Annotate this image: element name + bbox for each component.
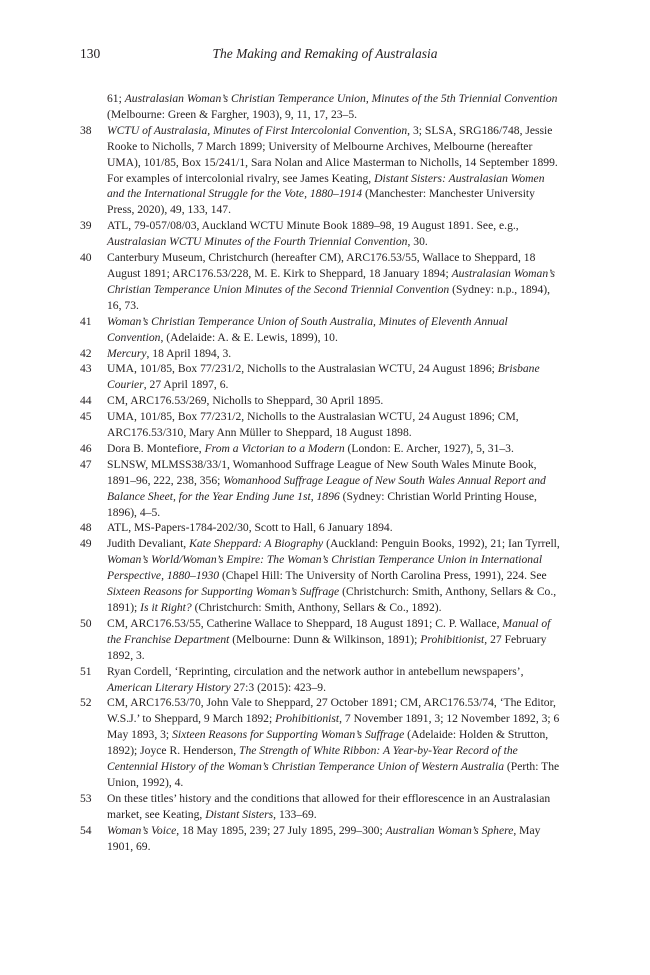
endnote-title-text: Distant Sisters: Australasian Women and the International Struggle for the Vote, 1880–1914 (107, 171, 545, 201)
endnote-text: CM, ARC176.53/269, Nicholls to Sheppard, 30 April 1895. (107, 394, 384, 408)
endnote (80, 536, 560, 616)
endnote-text: , 3; SLSA, SRG186/748, Jessie Rooke to Nicholls, 7 March 1899; University of Melbourne Archives, Melbourne (hereafter UMA), 101/85, Box 15/241/1, Sara Nolan and Alice Masterman to Nicholls, 14 September 1899. For examples of intercolonial rivalry, see James Keating, (107, 123, 558, 185)
endnote-number: 40 (80, 251, 92, 265)
endnote-text: Judith Devaliant, (107, 537, 190, 551)
endnote-text: (Christchurch: Smith, Anthony, Sellars & Co., 1892). (191, 601, 442, 614)
endnote-text: Canterbury Museum, Christchurch (hereafter CM), ARC176.53/55, Wallace to Sheppard, 18 August 1891; ARC176.53/228, M. E. Kirk to Sheppard, 18 January 1894; (107, 251, 536, 280)
endnote-number: 43 (80, 362, 92, 376)
endnote (80, 520, 560, 536)
endnote-title-text: From a Victorian to a Modern (204, 441, 345, 455)
endnote-number: 44 (80, 394, 92, 408)
endnote-text: (Melbourne: Dunn & Wilkinson, 1891); (229, 632, 421, 646)
endnote-number: 45 (80, 410, 92, 424)
endnote-text: On these titles’ history and the conditions that allowed for their efflorescence in an Australasian market, see Keating, (107, 791, 551, 821)
endnote-number: 38 (80, 123, 92, 137)
endnote-text: , 27 February 1892, 3. (107, 632, 547, 662)
endnote-number: 41 (80, 314, 92, 328)
endnote-number: 52 (80, 696, 92, 710)
endnote-title-text: Australasian WCTU Minutes of the Fourth Triennial Convention (107, 235, 408, 249)
endnote-title-text: Manual of the Franchise Department (107, 616, 551, 646)
endnote-text: , 133–69. (273, 807, 317, 821)
endnote (80, 409, 560, 441)
endnote (80, 218, 560, 250)
endnote-number: 54 (80, 823, 92, 837)
endnote-title-text: Woman’s World/Woman’s Empire: The Woman’s Christian Temperance Union in International Perspective, 1880–1930 (107, 553, 543, 583)
endnote-text: (Sydney: Christian World Printing House, 1896), 4–5. (107, 489, 537, 519)
endnote-text: 27:3 (2015): 423–9. (230, 680, 326, 694)
endnote-text: (Sydney: n.p., 1894), 16, 73. (107, 282, 551, 312)
endnote-number: 46 (80, 441, 92, 455)
endnote-number: 39 (80, 219, 92, 233)
running-header (80, 46, 570, 66)
endnote-title-text: The Strength of White Ribbon: A Year-by-Year Record of the Centennial History of the Woman’s Christian Temperance Union of Western Australia (107, 744, 518, 774)
endnote-title-text: Australian Woman’s Sphere (385, 823, 514, 837)
endnote-text: (Melbourne: Green & Fargher, 1903), 9, 11, 17, 23–5. (107, 107, 358, 121)
endnote (80, 823, 560, 855)
page-number: 130 (80, 46, 101, 61)
endnote (80, 393, 560, 409)
endnote-number: 42 (80, 346, 92, 360)
endnote-title-text: Brisbane Courier (107, 362, 540, 392)
endnote-title-text: Woman’s Christian Temperance Union of South Australia, Minutes of Eleventh Annual Convention (107, 314, 508, 344)
endnote (80, 250, 560, 314)
endnote-text: (London: E. Archer, 1927), 5, 31–3. (344, 441, 514, 455)
endnote-text: ATL, MS-Papers-1784-202/30, Scott to Hall, 6 January 1894. (107, 521, 393, 535)
endnote (80, 91, 560, 123)
endnote-text: , 27 April 1897, 6. (143, 378, 229, 392)
endnote (80, 346, 560, 362)
endnote-text: CM, ARC176.53/55, Catherine Wallace to Sheppard, 18 August 1891; C. P. Wallace, (107, 616, 503, 630)
endnote-title-text: WCTU of Australasia, Minutes of First Intercolonial Convention (107, 123, 408, 137)
endnote-number: 50 (80, 616, 92, 630)
endnote-number: 51 (80, 664, 92, 678)
endnotes-list (80, 91, 560, 855)
endnote-title-text: Woman’s Voice (107, 823, 177, 837)
endnote-title-text: Sixteen Reasons for Supporting Woman’s Suffrage (107, 585, 340, 599)
endnote-title-text: Prohibitionist (420, 632, 485, 646)
endnote-text: (Christchurch: Smith, Anthony, Sellars & Co., 1891); (107, 585, 557, 614)
endnote (80, 791, 560, 823)
endnote-title-text: Is it Right? (140, 601, 192, 614)
endnote-text: Ryan Cordell, ‘Reprinting, circulation and the network author in antebellum newspapers’, (107, 664, 524, 678)
endnote-text: UMA, 101/85, Box 77/231/2, Nicholls to the Australasian WCTU, 24 August 1896; (107, 362, 498, 376)
endnote (80, 695, 560, 790)
running-title: The Making and Remaking of Australasia (212, 46, 438, 61)
endnote-text: SLNSW, MLMSS38/33/1, Womanhood Suffrage League of New South Wales Minute Book, 1891–96, 222, 238, 356; (107, 457, 537, 487)
endnote (80, 314, 560, 346)
endnote-text: , 7 November 1891, 3; 12 November 1892, 3; 6 May 1893, 3; (107, 712, 560, 742)
endnote-title-text: Kate Sheppard: A Biography (189, 537, 324, 551)
endnote-text: 61; (107, 92, 125, 105)
endnote (80, 361, 560, 393)
endnote-text: ATL, 79-057/08/03, Auckland WCTU Minute Book 1889–98, 19 August 1891. See, e.g., (107, 219, 519, 233)
endnote-title-text: Australasian Woman’s Christian Temperance Union Minutes of the Second Triennial Convention (107, 266, 555, 296)
endnote-text: , (Adelaide: A. & E. Lewis, 1899), 10. (160, 330, 338, 344)
endnote-title-text: Mercury (107, 346, 147, 360)
endnote-title-text: Sixteen Reasons for Supporting Woman’s Suffrage (172, 728, 405, 742)
endnote-text: , 18 May 1895, 239; 27 July 1895, 299–300; (176, 823, 386, 837)
endnote-text: , 18 April 1894, 3. (146, 346, 232, 360)
endnote (80, 616, 560, 664)
endnote-text: , 30. (407, 235, 428, 249)
endnote-title-text: Womanhood Suffrage League of New South Wales Annual Report and Balance Sheet, for the Year Ending June 1st, 1896 (107, 473, 546, 503)
endnote-number: 53 (80, 791, 92, 805)
endnote (80, 664, 560, 696)
endnote-text: (Auckland: Penguin Books, 1992), 21; Ian Tyrrell, (323, 537, 560, 551)
endnote-text: (Manchester: Manchester University Press, 2020), 49, 133, 147. (107, 187, 535, 217)
endnote (80, 457, 560, 521)
endnote-text: , May 1901, 69. (107, 823, 541, 853)
endnote-number: 49 (80, 537, 92, 551)
endnote-text: UMA, 101/85, Box 77/231/2, Nicholls to the Australasian WCTU, 24 August 1896; CM, ARC176.53/310, Mary Ann Müller to Sheppard, 18 August 1898. (107, 410, 519, 440)
endnote-title-text: Prohibitionist (275, 712, 340, 726)
endnote-number: 47 (80, 457, 92, 471)
endnote-title-text: Australasian Woman’s Christian Temperance Union, Minutes of the 5th Triennial Convention (124, 92, 558, 105)
endnote (80, 123, 560, 218)
endnote-text: (Perth: The Union, 1992), 4. (107, 760, 560, 789)
endnote-number: 48 (80, 521, 92, 535)
endnote-text: CM, ARC176.53/70, John Vale to Sheppard, 27 October 1891; CM, ARC176.53/74, ‘The Editor, W.S.J.’ to Sheppard, 9 March 1892; (107, 696, 556, 726)
endnote-title-text: Distant Sisters (205, 807, 274, 821)
endnote-text: (Chapel Hill: The University of North Carolina Press, 1991), 224. See (219, 569, 547, 583)
endnote-title-text: American Literary History (107, 680, 231, 694)
endnote-text: (Adelaide: Holden & Strutton, 1892); Joyce R. Henderson, (107, 728, 549, 758)
endnote-text: Dora B. Montefiore, (107, 441, 205, 455)
endnote (80, 441, 560, 457)
